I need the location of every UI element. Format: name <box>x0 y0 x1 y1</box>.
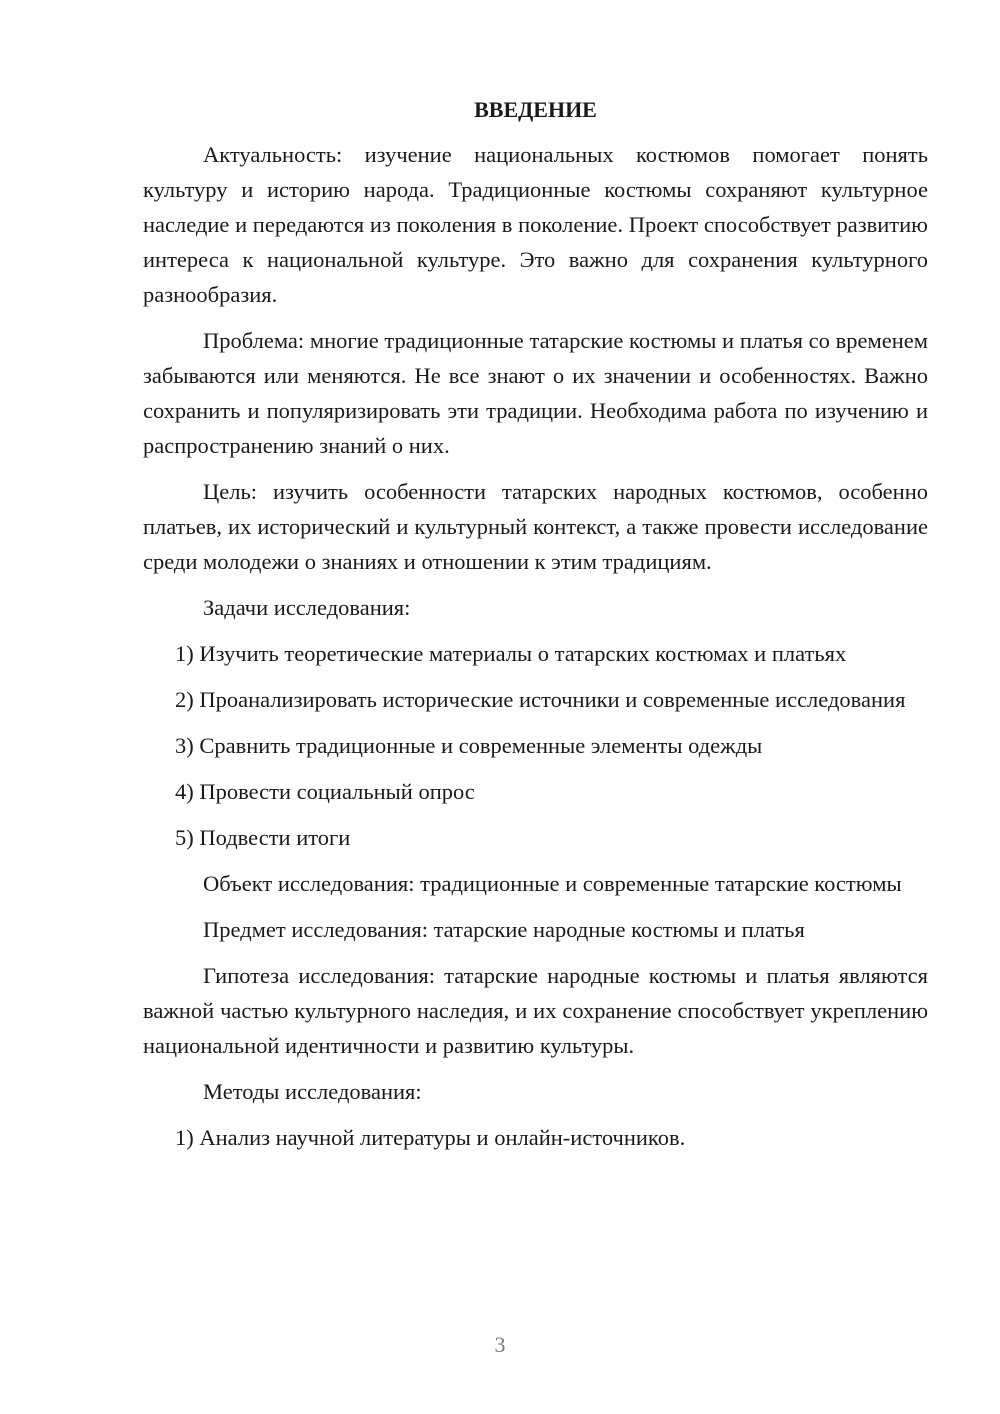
task-item: 4) Провести социальный опрос <box>175 779 475 804</box>
method-item: 1) Анализ научной литературы и онлайн-источников. <box>175 1125 686 1150</box>
relevance-paragraph: Актуальность: изучение национальных костюмов помогает понять культуру и историю народа. Традиционные костюмы сохраняют культурное наследие и передаются из поколения в поколение. Проект способствует развитию интереса к национальной культуре. Это важно для сохранения культурного разнообразия. <box>143 142 928 307</box>
page-number: 3 <box>494 1332 506 1357</box>
task-item: 3) Сравнить традиционные и современные элементы одежды <box>175 733 763 758</box>
subject-paragraph: Предмет исследования: татарские народные костюмы и платья <box>203 917 805 942</box>
problem-paragraph: Проблема: многие традиционные татарские костюмы и платья со временем забываются или меняются. Не все знают о их значении и особенностях. Важно сохранить и популяризировать эти традиции. Необходима работа по изучению и распространению знаний о них. <box>143 328 928 458</box>
object-paragraph: Объект исследования: традиционные и современные татарские костюмы <box>203 871 902 896</box>
page-title: ВВЕДЕНИЕ <box>474 97 597 122</box>
tasks-heading: Задачи исследования: <box>203 595 411 620</box>
methods-heading: Методы исследования: <box>203 1079 422 1104</box>
document-page <box>143 92 928 1166</box>
task-item: 1) Изучить теоретические материалы о татарских костюмах и платьях <box>175 641 847 666</box>
goal-paragraph: Цель: изучить особенности татарских народных костюмов, особенно платьев, их исторический и культурный контекст, а также провести исследование среди молодежи о знаниях и отношении к этим традициям. <box>143 479 928 574</box>
hypothesis-paragraph: Гипотеза исследования: татарские народные костюмы и платья являются важной частью культурного наследия, и их сохранение способствует укреплению национальной идентичности и развитию культуры. <box>143 963 928 1058</box>
task-item: 2) Проанализировать исторические источники и современные исследования <box>175 687 906 712</box>
task-item: 5) Подвести итоги <box>175 825 351 850</box>
